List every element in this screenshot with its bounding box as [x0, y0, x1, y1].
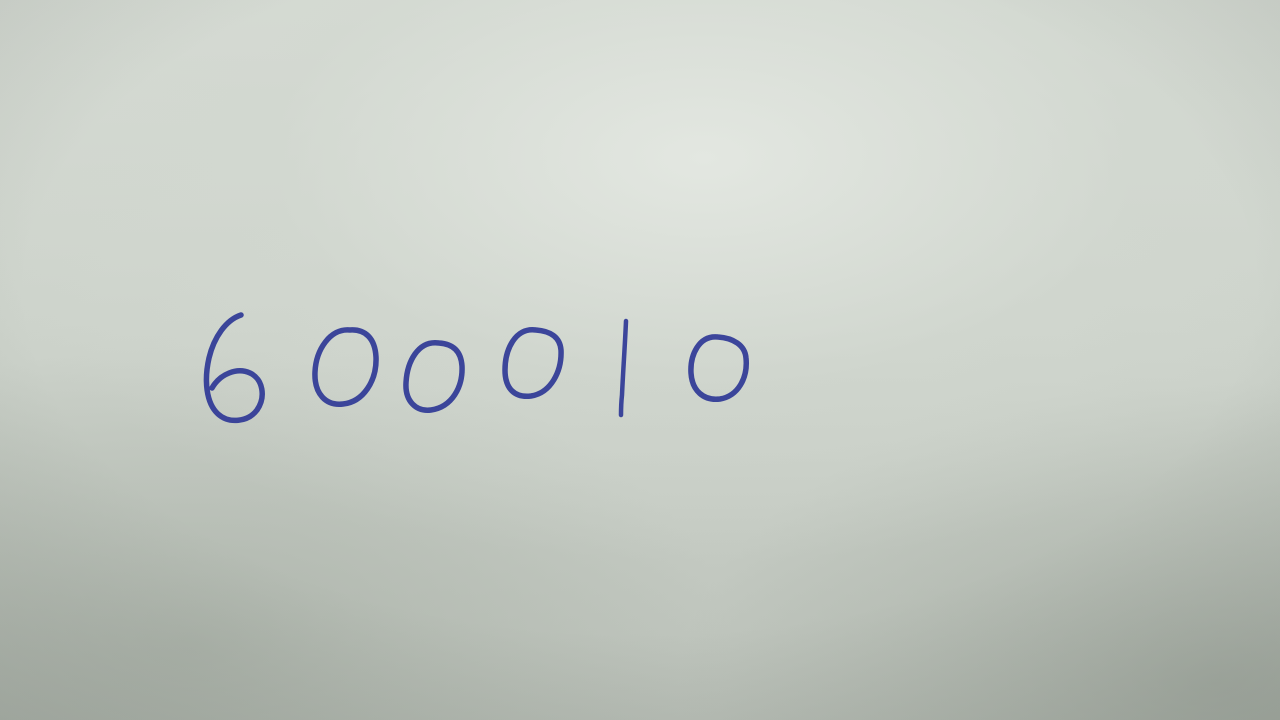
handwritten-number-text	[0, 0, 1, 1]
digit-0-b	[406, 343, 462, 411]
digit-6	[206, 315, 262, 420]
digit-0-d	[691, 337, 746, 399]
digit-1	[621, 321, 626, 415]
digit-0-a	[315, 330, 376, 404]
digit-0-c	[505, 330, 561, 397]
